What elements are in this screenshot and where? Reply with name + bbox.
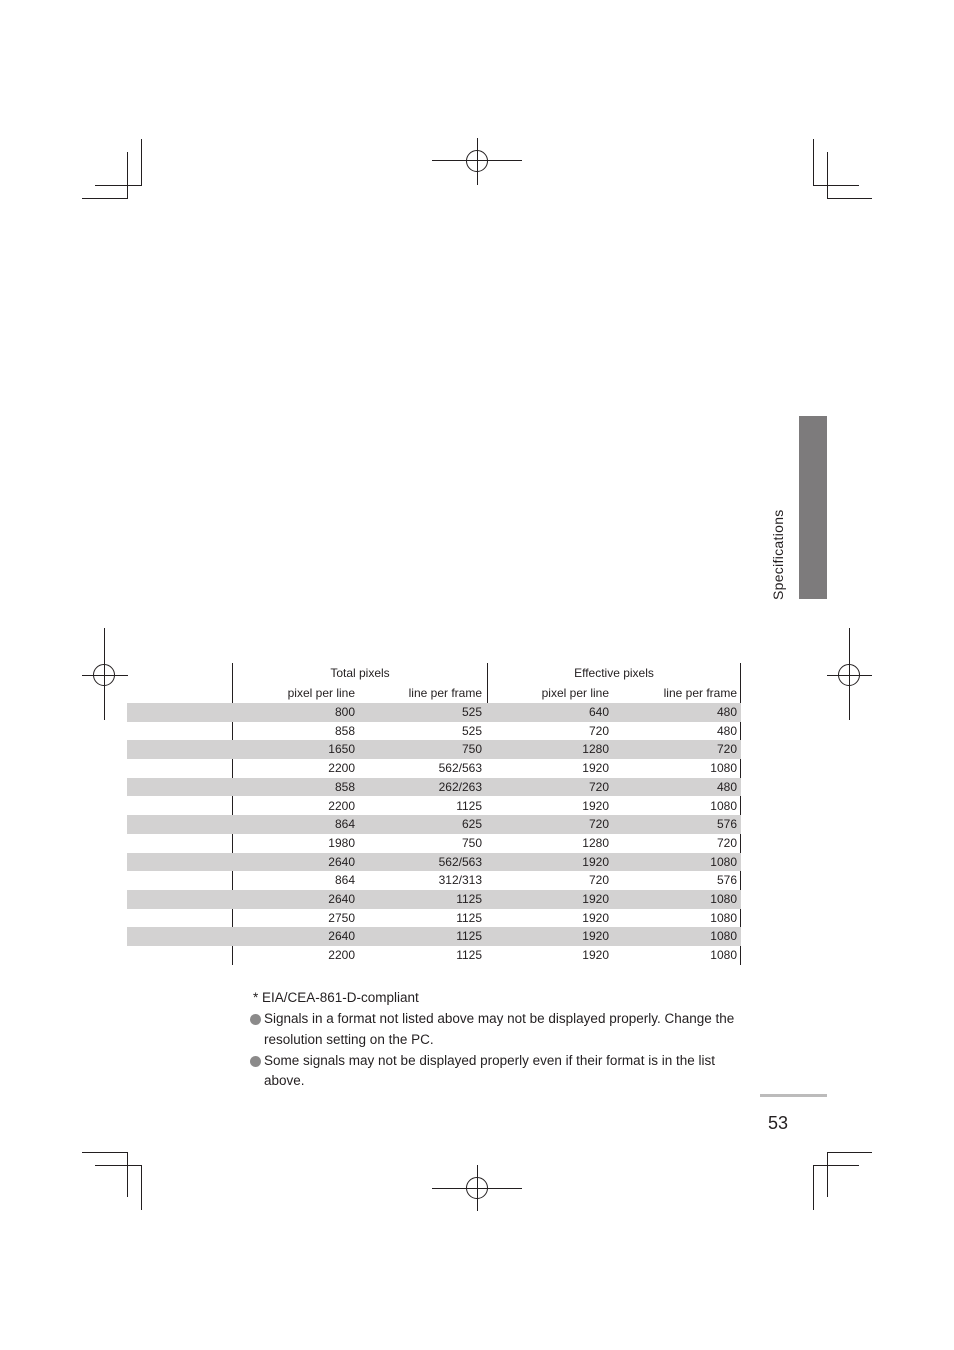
table-cell: 2200: [328, 761, 355, 776]
column-header: pixel per line: [287, 686, 355, 700]
table-cell: 1080: [710, 761, 737, 776]
table-cell: 525: [461, 705, 482, 719]
table-cell: 1920: [582, 798, 609, 813]
table-cell: 1080: [710, 798, 737, 813]
table-cell: 262/263: [438, 779, 482, 794]
table-cell: 1920: [582, 854, 609, 869]
footnote: * EIA/CEA-861-D-compliant: [253, 990, 419, 1005]
table-cell: 2640: [328, 892, 355, 906]
table-cell: 1920: [582, 929, 609, 944]
table-row: [127, 740, 741, 759]
note-text: Some signals may not be displayed properly even if their format is in the list above.: [264, 1052, 715, 1088]
table-cell: 562/563: [438, 854, 482, 869]
table-cell: 1920: [582, 761, 609, 776]
table-row: [127, 853, 741, 872]
table-cell: 720: [588, 873, 609, 888]
table-cell: 2640: [328, 854, 355, 869]
table-cell: 720: [588, 723, 609, 738]
page-number: 53: [768, 1113, 789, 1133]
table-cell: 720: [588, 779, 609, 794]
table-row: [127, 927, 741, 946]
page-number-rule: [760, 1094, 827, 1097]
table-cell: 1980: [328, 835, 355, 850]
table-cell: 858: [334, 723, 355, 738]
table-cell: 858: [334, 779, 355, 794]
table-row: [127, 722, 741, 741]
table-cell: 1125: [456, 929, 482, 944]
table-cell: 750: [461, 835, 482, 850]
table-cell: 1080: [710, 929, 737, 944]
table-cell: 1280: [582, 835, 609, 850]
table-cell: 2200: [328, 798, 355, 813]
table-cell: 2640: [328, 929, 355, 944]
table-cell: 576: [716, 817, 737, 832]
table-cell: 525: [461, 723, 482, 738]
table-cell: 1080: [710, 910, 737, 925]
bullet-dot-icon: [250, 1014, 261, 1025]
table-cell: 800: [334, 705, 355, 719]
table-cell: 1125: [456, 798, 482, 813]
table-cell: 562/563: [438, 761, 482, 776]
table-cell: 640: [588, 705, 609, 719]
table-row: [127, 946, 741, 965]
note-text: Signals in a format not listed above may not be displayed properly. Change the resolution setting on the PC.: [264, 1011, 735, 1047]
table-row: [127, 778, 741, 797]
table-cell: 720: [716, 835, 737, 850]
table-cell: 1125: [456, 892, 482, 906]
table-cell: 1920: [582, 910, 609, 925]
group-header-total-pixels: Total pixels: [330, 666, 390, 680]
table-cell: 1080: [710, 854, 737, 869]
table-row: [127, 890, 741, 909]
table-cell: 1920: [582, 892, 609, 906]
table-cell: 1080: [710, 948, 737, 963]
table-cell: 625: [461, 817, 482, 832]
note-bullet: [250, 1051, 745, 1092]
table-cell: 1280: [582, 742, 609, 757]
table-cell: 480: [716, 723, 737, 738]
table-cell: 1125: [456, 910, 482, 925]
table-cell: 1125: [456, 948, 482, 963]
table-cell: 1920: [582, 948, 609, 963]
table-cell: 576: [716, 873, 737, 888]
table-row: [127, 759, 741, 778]
table-cell: 480: [716, 705, 737, 719]
table-cell: 864: [334, 817, 355, 832]
table-row: [127, 871, 741, 890]
chapter-tab-label: Specifications: [770, 509, 786, 600]
table-cell: 312/313: [438, 873, 482, 888]
table-cell: 750: [461, 742, 482, 757]
table-row: [127, 815, 741, 834]
bullet-dot-icon: [250, 1056, 261, 1067]
table-cell: 1650: [328, 742, 355, 757]
table-cell: 1080: [710, 892, 737, 906]
notes: [250, 988, 745, 1092]
table-row: [127, 797, 741, 816]
note-bullet: [250, 1009, 745, 1050]
table-cell: 720: [588, 817, 609, 832]
table-row: [127, 909, 741, 928]
table-row: [127, 834, 741, 853]
table-row: [127, 703, 741, 722]
table-cell: 2200: [328, 948, 355, 963]
table-cell: 864: [334, 873, 355, 888]
chapter-tab: [799, 416, 827, 599]
group-header-effective-pixels: Effective pixels: [574, 666, 654, 680]
column-header: pixel per line: [541, 686, 609, 700]
table-cell: 480: [716, 779, 737, 794]
column-header: line per frame: [663, 686, 737, 700]
table-cell: 720: [716, 742, 737, 757]
column-header: line per frame: [408, 686, 482, 700]
table-cell: 2750: [328, 910, 355, 925]
